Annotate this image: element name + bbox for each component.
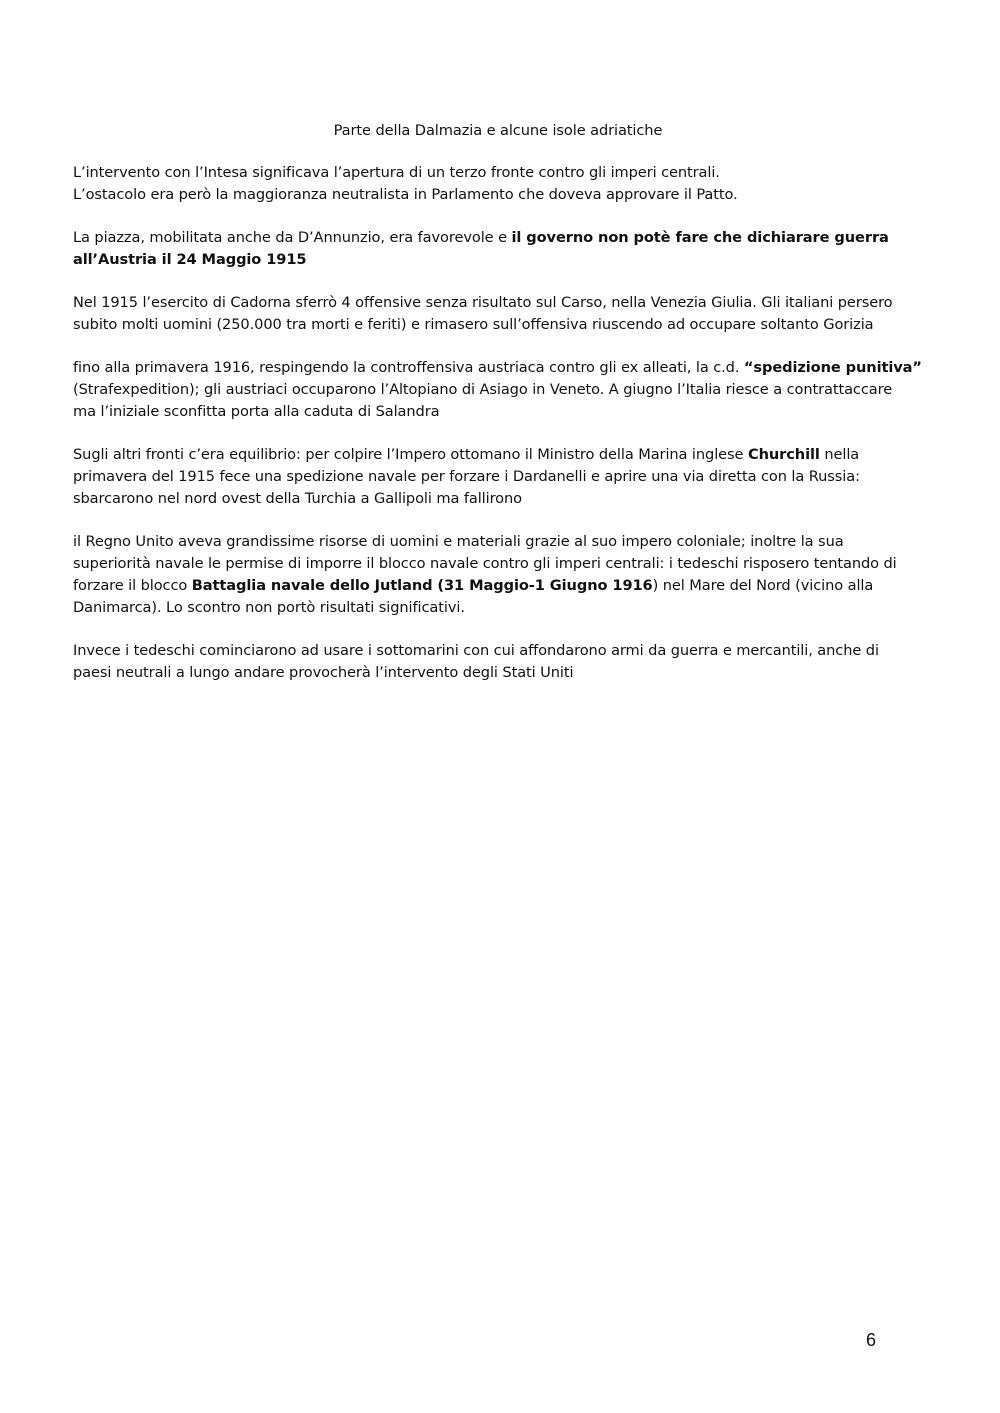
paragraph-line: Danimarca). Lo scontro non portò risultati significativi. [73, 599, 465, 616]
paragraph-sottomarini [73, 640, 923, 684]
paragraph-gallipoli [73, 444, 923, 510]
document-body [73, 120, 923, 705]
bold-text: il governo non potè fare che dichiarare guerra [511, 229, 889, 246]
paragraph-line: superiorità navale le permise di imporre il blocco navale contro gli imperi centrali: i tedeschi risposero tentando di [73, 555, 897, 572]
bold-text: all’Austria il 24 Maggio 1915 [73, 251, 307, 268]
paragraph-line: ma l’iniziale sconfitta porta alla caduta di Salandra [73, 403, 440, 420]
paragraph-strafexpedition [73, 357, 923, 423]
heading-line [73, 120, 923, 142]
paragraph-text: Sugli altri fronti c’era equilibrio: per colpire l’Impero ottomano il Ministro della Marina inglese [73, 446, 748, 463]
paragraph-text: nella [819, 446, 860, 463]
paragraph-line: sbarcarono nel nord ovest della Turchia a Gallipoli ma fallirono [73, 490, 522, 507]
paragraph-line: paesi neutrali a lungo andare provocherà l’intervento degli Stati Uniti [73, 664, 574, 681]
paragraph-text: ) nel Mare del Nord (vicino alla [652, 577, 874, 594]
paragraph-text: La piazza, mobilitata anche da D’Annunzio, era favorevole e [73, 229, 512, 246]
paragraph-cadorna [73, 292, 923, 336]
paragraph-piazza [73, 227, 923, 271]
paragraph-line: Invece i tedeschi cominciarono ad usare i sottomarini con cui affondarono armi da guerra e mercantili, anche di [73, 642, 879, 659]
paragraph-intervento [73, 162, 923, 206]
paragraph-line: L’ostacolo era però la maggioranza neutralista in Parlamento che doveva approvare il Patto. [73, 186, 738, 203]
paragraph-jutland [73, 531, 923, 619]
paragraph-line: L’intervento con l’Intesa significava l’apertura di un terzo fronte contro gli imperi centrali. [73, 164, 720, 181]
paragraph-line: (Strafexpedition); gli austriaci occuparono l’Altopiano di Asiago in Veneto. A giugno l’Italia riesce a contrattaccare [73, 381, 893, 398]
paragraph-line: primavera del 1915 fece una spedizione navale per forzare i Dardanelli e aprire una via diretta con la Russia: [73, 468, 860, 485]
paragraph-line: il Regno Unito aveva grandissime risorse di uomini e materiali grazie al suo impero coloniale; inoltre la sua [73, 533, 844, 550]
page-number: 6 [866, 1330, 877, 1350]
paragraph-text: fino alla primavera 1916, respingendo la controffensiva austriaca contro gli ex alleati, la c.d. [73, 359, 744, 376]
paragraph-text: forzare il blocco [73, 577, 192, 594]
paragraph-line: subito molti uomini (250.000 tra morti e feriti) e rimasero sull’offensiva riuscendo ad occupare soltanto Gorizia [73, 316, 874, 333]
bold-text: “spedizione punitiva” [743, 359, 922, 376]
bold-text: Battaglia navale dello Jutland (31 Maggio-1 Giugno 1916 [191, 577, 653, 594]
heading-line-text: Parte della Dalmazia e alcune isole adriatiche [333, 122, 663, 139]
paragraph-line: Nel 1915 l’esercito di Cadorna sferrò 4 offensive senza risultato sul Carso, nella Venezia Giulia. Gli italiani persero [73, 294, 893, 311]
bold-text: Churchill [747, 446, 820, 463]
